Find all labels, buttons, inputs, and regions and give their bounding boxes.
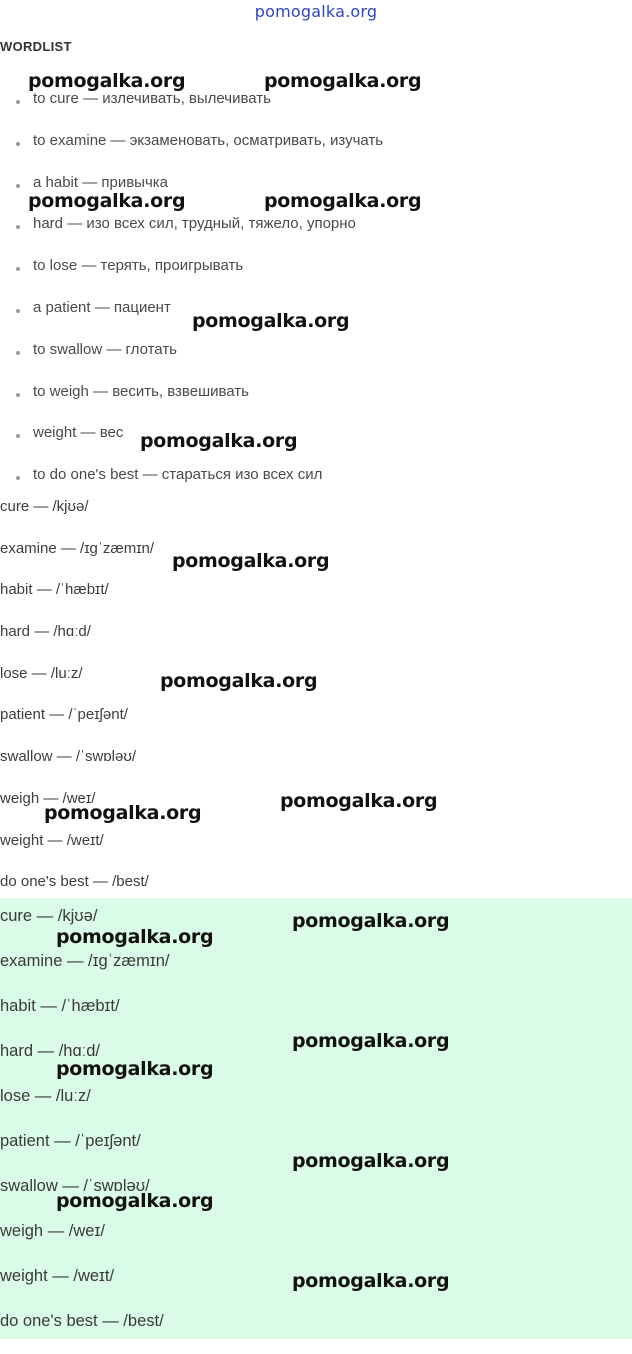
watermark: pomogalka.org	[44, 802, 202, 824]
watermark: pomogalka.org	[292, 1270, 450, 1292]
transcription-item: swallow — /ˈswɒləʊ/	[0, 748, 137, 766]
transcription-item: habit — /ˈhæbɪt/	[0, 581, 109, 599]
watermark: pomogalka.org	[160, 670, 318, 692]
list-item	[0, 381, 383, 423]
bullet-icon	[16, 309, 20, 313]
list-item	[0, 255, 383, 297]
bullet-icon	[16, 184, 20, 188]
watermark: pomogalka.org	[280, 790, 438, 812]
transcription-item: patient — /ˈpeɪʃənt/	[0, 1132, 141, 1150]
bullet-icon	[16, 393, 20, 397]
list-item	[0, 213, 383, 255]
transcription-item: habit — /ˈhæbɪt/	[0, 997, 120, 1015]
wordlist-heading: WORDLIST	[0, 39, 72, 54]
list-item	[0, 88, 383, 130]
transcription-item: cure — /kjʊə/	[0, 907, 98, 925]
bullet-icon	[16, 434, 20, 438]
site-header-link[interactable]: pomogalka.org	[254, 2, 378, 21]
wordlist-item-text: hard — изо всех сил, трудный, тяжело, упорно	[33, 215, 356, 233]
transcription-item: weight — /weɪt/	[0, 831, 104, 849]
transcription-item: hard — /hɑːd/	[0, 1042, 100, 1060]
bullet-icon	[16, 225, 20, 229]
transcription-item: examine — /ɪɡˈzæmɪn/	[0, 539, 155, 557]
watermark: pomogalka.org	[292, 1150, 450, 1172]
transcription-item: swallow — /ˈswɒləʊ/	[0, 1177, 150, 1195]
wordlist-item-text: a patient — пациент	[33, 298, 171, 316]
wordlist-item-text: to examine — экзаменовать, осматривать, изучать	[33, 131, 384, 149]
watermark: pomogalka.org	[28, 70, 186, 92]
transcription-item: weigh — /weɪ/	[0, 1222, 105, 1240]
watermark: pomogalka.org	[28, 190, 186, 212]
transcription-item: lose — /luːz/	[0, 664, 83, 682]
watermark: pomogalka.org	[56, 1190, 214, 1212]
list-item	[0, 339, 383, 381]
transcription-item: do one's best — /best/	[0, 1312, 164, 1330]
watermark: pomogalka.org	[56, 926, 214, 948]
wordlist-item-text: to lose — терять, проигрывать	[33, 257, 244, 275]
watermark: pomogalka.org	[140, 430, 298, 452]
wordlist-item-text: weight — вес	[33, 424, 124, 442]
watermark: pomogalka.org	[172, 550, 330, 572]
transcription-item: patient — /ˈpeɪʃənt/	[0, 706, 128, 724]
transcription-item: do one's best — /best/	[0, 873, 149, 891]
watermark: pomogalka.org	[264, 70, 422, 92]
wordlist-item-text: to weigh — весить, взвешивать	[33, 382, 249, 400]
transcription-item: examine — /ɪɡˈzæmɪn/	[0, 952, 170, 970]
highlighted-transcription-list	[0, 904, 169, 1354]
bullet-icon	[16, 142, 20, 146]
transcription-list	[0, 496, 154, 913]
bullet-icon	[16, 476, 20, 480]
bullet-icon	[16, 351, 20, 355]
transcription-item: hard — /hɑːd/	[0, 623, 91, 641]
transcription-item: cure — /kjʊə/	[0, 498, 89, 515]
wordlist-item-text: to cure — излечивать, вылечивать	[33, 90, 271, 107]
wordlist-item-text: to swallow — глотать	[33, 340, 178, 358]
wordlist-item-text: to do one's best — стараться изо всех сил	[33, 466, 323, 484]
bullet-icon	[16, 267, 20, 271]
bullet-icon	[16, 100, 20, 104]
watermark: pomogalka.org	[56, 1058, 214, 1080]
wordlist-item-text: a habit — привычка	[33, 173, 169, 191]
watermark: pomogalka.org	[292, 1030, 450, 1052]
transcription-item: weigh — /weɪ/	[0, 789, 96, 807]
transcription-item: weight — /weɪt/	[0, 1267, 115, 1285]
watermark: pomogalka.org	[292, 910, 450, 932]
transcription-item: lose — /luːz/	[0, 1087, 91, 1105]
watermark: pomogalka.org	[192, 310, 350, 332]
watermark: pomogalka.org	[264, 190, 422, 212]
list-item	[0, 130, 383, 172]
